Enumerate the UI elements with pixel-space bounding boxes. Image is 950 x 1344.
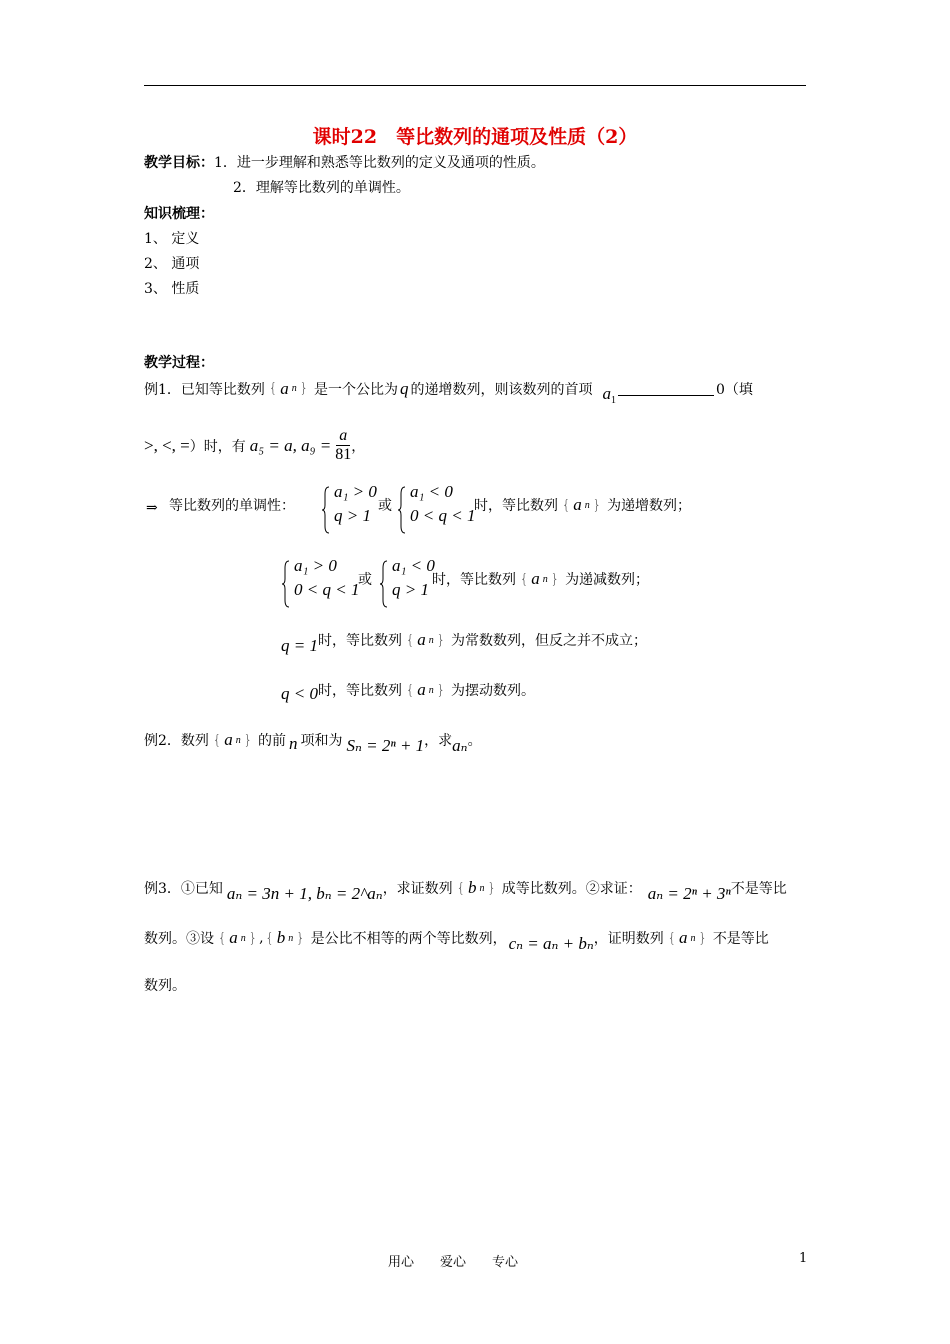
sum-formula: Sₙ = 2ⁿ + 1	[346, 736, 425, 755]
process-label: 教学过程：	[144, 355, 214, 371]
knowledge-item: 1、 定义	[144, 231, 200, 247]
target-an: aₙ	[452, 736, 468, 755]
example-1-line-2	[144, 427, 365, 464]
sequence-an: { a n }	[520, 569, 560, 588]
sequence-bn: { b n }	[456, 878, 496, 897]
ex1-equation: a₅ = a, a₉ =	[249, 435, 332, 455]
left-brace-icon	[380, 560, 388, 608]
ex1-zero: 0（填	[715, 381, 753, 398]
sequence-an: { a n }	[405, 680, 446, 699]
objectives	[144, 152, 545, 172]
osc-condition: q < 0	[281, 684, 318, 703]
sequence-an: { a n }	[268, 378, 308, 398]
objective-2: 2．理解等比数列的单调性。	[233, 180, 410, 196]
formula-3: cₙ = aₙ + bₙ	[508, 934, 594, 953]
example-1-line-1	[144, 378, 753, 406]
objective-1: 1．进一步理解和熟悉等比数列的定义及通项的性质。	[214, 155, 545, 171]
increasing-text: 时，等比数列 { a n } 为递增数列；	[474, 495, 692, 514]
footer-text: 用心 爱心 专心	[388, 1255, 519, 1270]
sequence-an: { a n }	[212, 730, 252, 749]
example-3-line-3: 数列。	[144, 978, 186, 994]
knowledge-item: 2、 通项	[144, 256, 200, 272]
constant-text: q = 1 时，等比数列 { a n } 为常数数列，但反之并不成立；	[281, 630, 648, 655]
sequence-an: { a n }	[562, 495, 602, 514]
ex1-line2-text: ）时，有	[189, 438, 246, 455]
compare-symbols: >, <, =	[144, 435, 190, 455]
const-condition: q = 1	[281, 636, 318, 655]
first-term: $a_1$	[602, 384, 616, 406]
left-brace-icon	[398, 486, 406, 534]
page-title: 课时22 等比数列的通项及性质（2）	[312, 126, 638, 148]
implies-arrow: ⇒	[146, 500, 158, 516]
fraction: $\frac{a}{81}$	[335, 427, 352, 463]
ex1-mid2: 的递增数列，则该数列的首项	[410, 381, 593, 398]
knowledge-item: 3、 性质	[144, 281, 200, 297]
formula-2: aₙ = 2ⁿ + 3ⁿ	[647, 884, 731, 903]
ex1-comma: ，	[351, 438, 366, 455]
knowledge-label: 知识梳理：	[144, 206, 214, 222]
example-2: 例2．数列 { a n } 的前 n 项和为 Sₙ = 2ⁿ + 1 ，求 aₙ 。	[144, 730, 482, 755]
ex1-mid1: 是一个公比为	[313, 381, 398, 398]
or-text: 或	[378, 498, 392, 514]
objectives-label: 教学目标：	[144, 155, 214, 171]
left-brace-icon	[282, 560, 290, 608]
ex1-prefix: 例1．已知等比数列	[144, 381, 265, 398]
decreasing-text: 时，等比数列 { a n } 为递减数列；	[432, 569, 650, 588]
ratio-q: q	[399, 378, 409, 398]
sequence-bn: { b n }	[265, 928, 305, 947]
left-brace-icon	[322, 486, 330, 534]
sequence-an: { a n }	[405, 630, 446, 649]
header-rule	[144, 85, 806, 86]
monotonicity-label: 等比数列的单调性：	[169, 498, 295, 514]
page-number: 1	[799, 1251, 808, 1266]
example-3-line-1: 例3．①已知 aₙ = 3n + 1, bₙ = 2^aₙ ，求证数列 { b n } 成等比数列。②求证： aₙ = 2ⁿ + 3ⁿ 不是等比	[144, 878, 787, 903]
sequence-an: { a n }	[667, 928, 707, 947]
formula-1: aₙ = 3n + 1, bₙ = 2^aₙ	[226, 884, 383, 903]
example-3-line-2: 数列。③设 { a n } , { b n } 是公比不相等的两个等比数列， cₙ = aₙ + bₙ ，证明数列 { a n } 不是等比	[144, 928, 769, 953]
oscillating-text: q < 0 时，等比数列 { a n } 为摆动数列。	[281, 680, 536, 703]
fill-blank[interactable]	[618, 381, 714, 396]
or-text: 或	[358, 572, 372, 588]
sequence-an: { a n }	[218, 928, 258, 947]
var-n: n	[288, 734, 298, 753]
